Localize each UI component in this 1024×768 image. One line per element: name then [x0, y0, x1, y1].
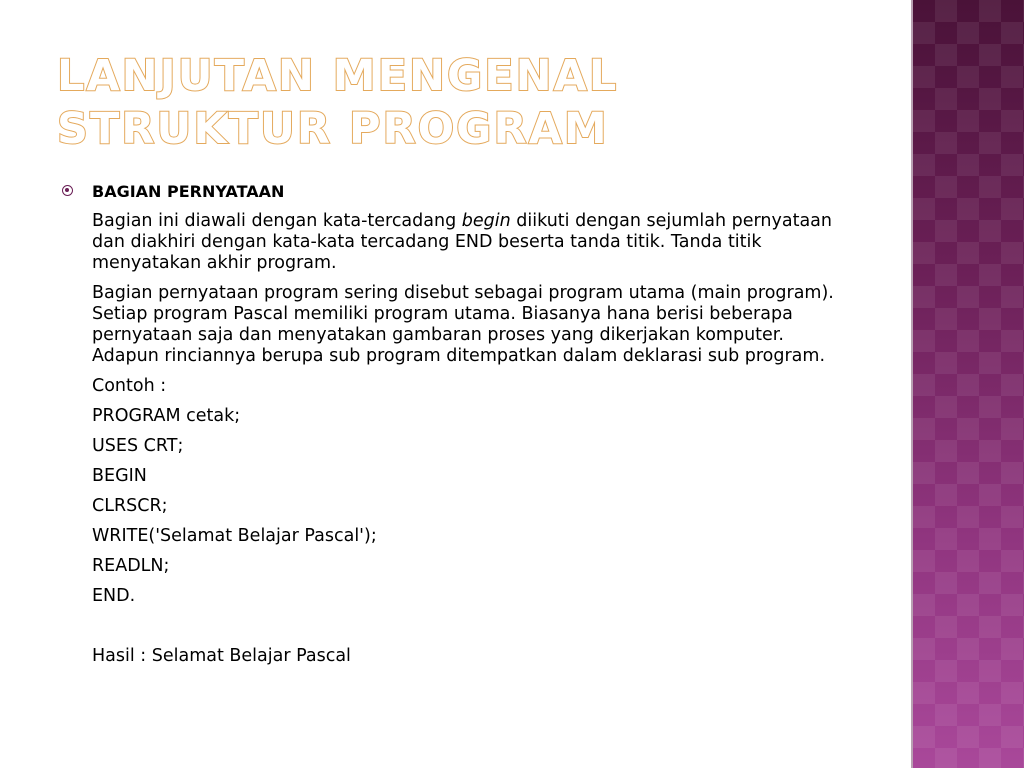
paragraph-main-program: Bagian pernyataan program sering disebut sebagai program utama (main program). Setiap program Pascal memiliki program utama. Biasanya hana berisi beberapa pernyataan saja dan menyatakan gambaran proses yang dikerjakan komputer. Adapun rinciannya berupa sub program ditempatkan dalam deklarasi sub program. — [92, 283, 834, 366]
slide-content — [62, 181, 852, 667]
example-label: Contoh : — [92, 376, 167, 396]
paragraph-intro-after: diikuti dengan sejumlah pernyataan dan diakhiri dengan kata-kata tercadang END beserta tanda titik. Tanda titik menyatakan akhir program. — [92, 211, 832, 273]
target-bullet-icon — [62, 185, 73, 196]
code-line: PROGRAM cetak; — [92, 406, 241, 426]
decorative-side-band — [911, 0, 1024, 768]
slide-title: LANJUTAN MENGENAL STRUKTUR PROGRAM — [57, 51, 619, 154]
code-line: USES CRT; — [92, 436, 184, 456]
code-line: END. — [92, 586, 136, 606]
paragraph-intro-before: Bagian ini diawali dengan kata-tercadang — [92, 211, 462, 231]
code-line: BEGIN — [92, 466, 147, 486]
keyword-begin: begin — [461, 211, 511, 231]
result-line: Hasil : Selamat Belajar Pascal — [92, 646, 351, 666]
section-heading: BAGIAN PERNYATAAN — [92, 182, 285, 201]
code-line: WRITE('Selamat Belajar Pascal'); — [92, 526, 377, 546]
code-block — [62, 406, 852, 607]
code-line: CLRSCR; — [92, 496, 168, 516]
spacer — [62, 616, 852, 646]
paragraph-intro — [92, 211, 852, 274]
code-line: READLN; — [92, 556, 170, 576]
bullet-item — [62, 181, 852, 203]
